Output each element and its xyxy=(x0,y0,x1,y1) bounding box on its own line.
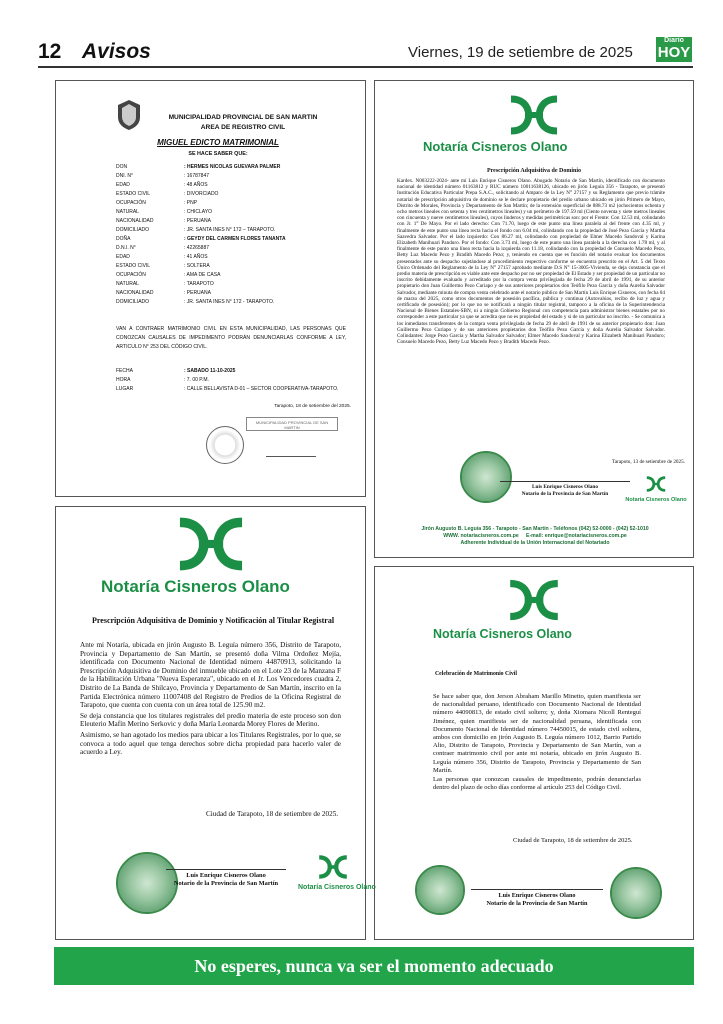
ad3-paragraph-3: Asimismo, se han agotado los medios para ubicar a los Titulares Registrales, por lo que, se convoca a todo aquel que tenga derechos sobre dicha propiedad para hacerlo valer de acuerdo a Ley. xyxy=(80,730,341,757)
ad3-paragraph-1: Ante mi Notaría, ubicada en jirón Augusto B. Leguía número 356, Distrito de Tarapoto, Provincia y Departamento de San Martín, se presentó doña Vilma Ordoñez Mejía, identificada con Documento Nacional de Identidad número 44870913, solicitando la Prescripción Adquisitiva de Dominio del inmueble ubicado en el Lote 23 de la Manzana F de la Habilitación Urbana "Nueva Esperanza", ubicado en el Jr. Los Vencedores cuadra 2, Distrito de La Banda de Shilcayo, Provincia y Departamento de San Martín, inscrito en la Partida Electrónica número 11007408 del Registro de Predios de la Oficina Registral de Tarapoto, que cuenta con cuenta con un área total de 125.90 m2. xyxy=(80,641,341,710)
detail-row xyxy=(116,385,356,394)
notary-seal-right xyxy=(610,867,662,919)
ad3-paragraph-2: Se deja constancia que los titulares registrales del predio materia de este proceso son don Eleuterio Mafín Merino Serkovic y doña María Leonarda Morey Flores de Merino. xyxy=(80,711,341,729)
detail-value: : PNP xyxy=(184,200,198,206)
notary-logo-small-icon xyxy=(315,855,351,879)
edicto-details xyxy=(116,163,356,307)
notary-name: Notaría Cisneros Olano xyxy=(101,577,290,596)
ad3-city-date: Ciudad de Tarapoto, 18 de setiembre de 2025. xyxy=(206,810,339,818)
detail-row xyxy=(116,163,356,172)
matrimonio-civil-ad xyxy=(374,566,694,940)
edicto-event-details xyxy=(116,367,356,394)
ad2-footer: Jirón Augusto B. Leguía 356 - Tarapoto - San Martín - Teléfonos (042) 52-0000 - (042) 52-1010 WWW. notariacisneros.com.pe E-mail: enrique@notariacisneros.com.pe Adherente Individual de la Unión Internacional del Notariado xyxy=(421,526,649,546)
ad4-title: Celebración de Matrimonio Civil xyxy=(435,671,517,677)
detail-key: DOMICILIADO xyxy=(116,227,150,233)
ad2-title: Prescripción Adquisitiva de Dominio xyxy=(486,168,582,174)
detail-value: : SABADO 11-10-2025 xyxy=(184,368,236,374)
ad4-paragraph-2: Las personas que conozcan causales de impedimento, podrán denunciarlas dentro del plazo de ocho días conforme al artículo 253 del Código Civil. xyxy=(433,776,641,792)
detail-row xyxy=(116,280,356,289)
detail-value: : PERUANA xyxy=(184,218,211,224)
issue-date: Viernes, 19 de setiembre de 2025 xyxy=(408,44,633,61)
notary-logo-icon xyxy=(171,517,251,571)
detail-row xyxy=(116,172,356,181)
ad2-signature: Luis Enrique Cisneros Olano Notario de la Provincia de San Martín xyxy=(500,481,630,498)
edicto-matrimonial-ad xyxy=(55,80,366,497)
notary-name: Notaría Cisneros Olano xyxy=(433,627,572,641)
detail-value: : CHICLAYO xyxy=(184,209,212,215)
detail-row xyxy=(116,226,356,235)
edicto-city-date: Tarapoto, 18 de setiembre del 2025. xyxy=(274,404,351,409)
detail-key: LUGAR xyxy=(116,386,134,392)
ad2-mini-logo: Notaría Cisneros Olano xyxy=(625,476,687,503)
detail-value: : 48 AÑOS xyxy=(184,182,208,188)
notary-seal-left xyxy=(415,865,465,915)
detail-row xyxy=(116,217,356,226)
detail-row xyxy=(116,271,356,280)
detail-row xyxy=(116,376,356,385)
detail-key: FECHA xyxy=(116,368,133,374)
prescripcion-notificacion-ad xyxy=(55,506,376,940)
detail-row xyxy=(116,244,356,253)
detail-value: : AMA DE CASA xyxy=(184,272,221,278)
detail-value: : GEYDY DEL CARMEN FLORES TANANTA xyxy=(184,236,286,242)
detail-value: : TARAPOTO xyxy=(184,281,214,287)
detail-key: DNI. N° xyxy=(116,173,133,179)
ad2-body: Kardex. N003222-2024- ante mí Luis Enrique Cisneros Olano. Abogado Notario de San Martín, identificado con documento nacional de identidad número 01163812 y RUC número 10011638126, ubicado en jirón Leguía 356 - Tarapoto, se presentó Institución Educativa Particular Prepa S.A.C., solicitando al Amparo de la Ley N° 27157 y su Reglamento que previo trámite notarial de prescripción adquisitiva de dominio se le declare propietario del predio urbano ubicado en jirón Primero de Mayo, Distrito de Morales, Provincia y Departamento de San Martín; de la extensión superficial de 888.73 m2 (ochocientos ochenta y ocho metros lineales con setenta y tres centímetros lineales) y un perímetro de 197.59 ml (Ciento noventa y siete metros lineales con cincuenta y nueve centímetros lineales), cuyos linderos y medidas perimétricas son: por el Frente: Con 12.53 ml, colindando con Jr. 1° De Mayo. Por el lado derecho: Con 71.70, luego de este punto una línea paralela al del frente con 4.35 ml, y finalmente de este punto una línea recta hacia el fondo con 6.04 ml, colindando con la propiedad de José Pezo García y Martha Saavedra Salvador. Por el lado izquierdo: Con 86.27 ml, colindando con propiedad de Elmer Macedo Sandoval y Karina Elizabeth Manihuari Panduro. Por el fondo: Con 3.73 ml, luego de este punto una línea paralela a la derecha con 1.78 ml, y al finalmente de este punto una línea recta hacia la izquierda con 11.18, colindando con la propiedad de Consuelo Macedo Pezo, Betty Luz Macedo Pezo y Bradith Macedo Pezo; y, teniendo en cuenta que es función del notario evaluar los documentos presentados ante su despacho sujetándose al procedimiento respectivo conforme se encuentra prescrito en el Art. 5 del Texto Único Ordenado del Reglamento de la Ley N° 27157 aprobado mediante D.S N° 15-3005-Vivienda, se deja constancia que el predio materia de prescripción es viable ante este despacho por no ser propiedad de El Estado y ser propiedad de un particular no inscrito debidamente evaluado y acreditado por la compra venta privilegiada de fecha 29 de abril de 1991, de su anterior propietario don Juan Guillermo Pezo Curiapo y de sus anteriores propietarios don Teófilo Pezo García y doña Aurelia Salvador Salvador, mediante minuta de compra venta celebrado ante el notario público de San Martín Luis Enrique Cisneros, con fecha 04 de marzo del 2025, como otros documentos de posesión pacífica, pública y continua (Autovalúos, recibo de luz y agua y certificado de posesión); por lo que no se notificará a ningún titular registral, tampoco a la oficina de la Superintendencia Nacional de Bienes Estatales-SBN, ni a ningún Gobierno Regional con competencia para administrar bienes estatales por no corresponder a este particular ya que se acredita que no es propiedad del estado y si de un particular no inscrito. - Se comunica a los inmediatos transferentes de la compra venta privilegiada de fecha 29 de abril de 1991 de su anterior propietario don: Juan Guillermo Pezo Curiapo y de sus anteriores propietarios don Teófilo Pezo García y doña Aurelia Salvador Salvador. Colindantes: Jorge Pezo García y Martha Salvador Salvador; Elmer Macedo Sandoval y Karina Elizabeth Manihuari Panduro; Consuelo Macedo Pezo, Betty Luz Macedo Pezo y Bradith Macedo Pezo. xyxy=(397,178,665,346)
detail-key: D.N.I. N° xyxy=(116,245,136,251)
notary-logo-icon xyxy=(504,579,564,621)
detail-key: DON xyxy=(116,164,128,170)
detail-key: DOÑA xyxy=(116,236,131,242)
detail-row xyxy=(116,190,356,199)
prescripcion-ad xyxy=(374,80,694,558)
page-header xyxy=(38,32,693,68)
municipal-seal xyxy=(206,426,244,464)
newspaper-logo: Diario HOY xyxy=(657,37,691,61)
signature xyxy=(266,441,316,457)
detail-value: : JR. SANTA INES N° 172 - TARAPOTO. xyxy=(184,299,275,305)
notary-logo-small-icon xyxy=(643,476,669,492)
registrar-stamp: MUNICIPALIDAD PROVINCIAL DE SAN MARTIN xyxy=(246,417,338,431)
detail-value: : CALLE BELLAVISTA D-01 – SECTOR COOPERATIVA-TARAPOTO. xyxy=(184,386,339,392)
page-number: 12 xyxy=(38,40,62,63)
detail-value: : DIVORCIADO xyxy=(184,191,219,197)
detail-value: : 41 AÑOS xyxy=(184,254,208,260)
detail-key: ESTADO CIVIL xyxy=(116,191,151,197)
edicto-body: VAN A CONTRAER MATRIMONIO CIVIL EN ESTA MUNICIPALIDAD, LAS PERSONAS QUE CONOZCAN CAUSALES DE IMPEDIMENTO PODRÁN DENUNCIARLAS CONFORME A LEY, ARTICULO N° 253 DEL CÓDIGO CIVIL. xyxy=(116,326,346,350)
detail-row xyxy=(116,289,356,298)
edicto-title: MIGUEL EDICTO MATRIMONIAL xyxy=(157,138,279,147)
detail-row xyxy=(116,208,356,217)
detail-key: HORA xyxy=(116,377,131,383)
ad4-paragraph-1: Se hace saber que, don Jerson Abraham Marillo Minetto, quien manifiesta ser de nacionalidad peruano, identificado con Documento Nacional de Identidad número 44090813, de estado civil soltero; y, doña Xiomara Nicoll Renteguí Jiménez, quien manifiesta ser de nacionalidad peruana, identificada con Documento Nacional de Identidad número 74450015, de estado civil soltera, ambos con domicilio en jirón Augusto B. Leguía número 1012, Barrio Partido Alto, Distrito de Tarapoto, Provincia y Departamento de San Martín, van a contraer matrimonio civil por ante mi notaría, ubicado en jirón Augusto B. Leguía número 356, Distrito de Tarapoto, Provincia y Departamento de San Martín. xyxy=(433,693,641,774)
detail-row xyxy=(116,262,356,271)
ad4-city-date: Ciudad de Tarapoto, 18 de setiembre de 2025. xyxy=(513,837,633,844)
detail-key: OCUPACIÓN xyxy=(116,272,146,278)
detail-value: : SOLTERA xyxy=(184,263,210,269)
notary-logo-icon xyxy=(505,95,563,135)
detail-row xyxy=(116,298,356,307)
notary-name: Notaría Cisneros Olano xyxy=(423,139,568,154)
detail-row xyxy=(116,367,356,376)
muni-name: MUNICIPALIDAD PROVINCIAL DE SAN MARTIN xyxy=(168,114,318,121)
detail-row xyxy=(116,199,356,208)
detail-value: : 42265887 xyxy=(184,245,210,251)
detail-key: NATURAL xyxy=(116,281,139,287)
detail-key: NACIONALIDAD xyxy=(116,290,154,296)
detail-key: OCUPACIÓN xyxy=(116,200,146,206)
detail-key: DOMICILIADO xyxy=(116,299,150,305)
section-title: Avisos xyxy=(82,40,151,63)
ad2-city-date: Tarapoto, 13 de setiembre de 2025. xyxy=(612,459,685,465)
detail-value: : JR. SANTA INES N° 172 – TARAPOTO. xyxy=(184,227,276,233)
detail-row xyxy=(116,181,356,190)
detail-key: EDAD xyxy=(116,182,130,188)
ad3-mini-logo: Notaría Cisneros Olano xyxy=(298,855,368,891)
ad3-title: Prescripción Adquisitiva de Dominio y Notificación al Titular Registral xyxy=(92,616,335,625)
detail-value: : 16787847 xyxy=(184,173,210,179)
municipal-crest-icon xyxy=(116,99,142,131)
muni-area: AREA DE REGISTRO CIVIL xyxy=(200,124,286,131)
detail-key: ESTADO CIVIL xyxy=(116,263,151,269)
detail-key: NATURAL xyxy=(116,209,139,215)
detail-row xyxy=(116,253,356,262)
detail-key: NACIONALIDAD xyxy=(116,218,154,224)
detail-row xyxy=(116,235,356,244)
ad4-signature: Luis Enrique Cisneros Olano Notario de la Provincia de San Martín xyxy=(471,889,603,908)
bottom-banner: No esperes, nunca va ser el momento adecuado xyxy=(54,947,694,985)
edicto-subtitle: SE HACE SABER QUE: xyxy=(188,151,248,157)
detail-key: EDAD xyxy=(116,254,130,260)
detail-value: : HERMES NICOLAS GUEVARA PALMER xyxy=(184,164,281,170)
detail-value: : 7. 00 P.M. xyxy=(184,377,209,383)
detail-value: : PERUANA xyxy=(184,290,211,296)
ad3-signature: Luis Enrique Cisneros Olano Notario de la Provincia de San Martín xyxy=(166,869,286,889)
